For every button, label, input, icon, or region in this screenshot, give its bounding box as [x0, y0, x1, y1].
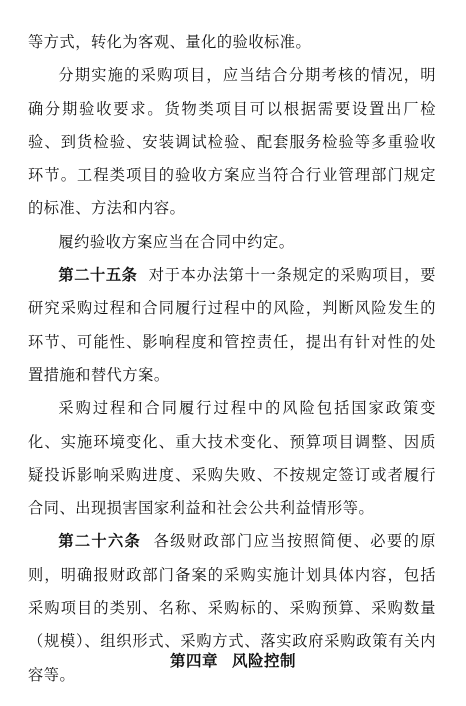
- article-25: [28, 259, 436, 392]
- paragraph-risk-types: 采购过程和合同履行过程中的风险包括国家政策变化、实施环境变化、重大技术变化、预算项目调整、因质疑投诉影响采购进度、采购失败、不按规定签订或者履行合同、出现损害国家利益和社会公共利益情形等。: [28, 399, 436, 518]
- chapter-heading: [0, 646, 466, 676]
- chapter-title: 风险控制: [232, 652, 297, 670]
- article-25-body: 对于本办法第十一条规定的采购项目，要研究采购过程和合同履行过程中的风险，判断风险发生的环节、可能性、影响程度和管控责任，提出有针对性的处置措施和替代方案。: [28, 266, 436, 384]
- paragraph-contract-agreement: 履约验收方案应当在合同中约定。: [58, 232, 295, 251]
- chapter-number: 第四章: [169, 652, 218, 670]
- article-25-heading: 第二十五条: [58, 266, 138, 285]
- paragraph-staged-acceptance: 分期实施的采购项目，应当结合分期考核的情况，明确分期验收要求。货物类项目可以根据需要设置出厂检验、到货检验、安装调试检验、配套服务检验等多重验收环节。工程类项目的验收方案应当符合行业管理部门规定的标准、方法和内容。: [28, 66, 436, 218]
- paragraph-continuation: 等方式，转化为客观、量化的验收标准。: [28, 33, 312, 51]
- article-26-body: 各级财政部门应当按照简便、必要的原则，明确报财政部门备案的采购实施计划具体内容，包括采购项目的类别、名称、采购标的、采购预算、采购数量（规模）、组织形式、采购方式、落实政府采购政策有关内容等。: [28, 532, 437, 684]
- article-26-heading: 第二十六条: [58, 532, 141, 551]
